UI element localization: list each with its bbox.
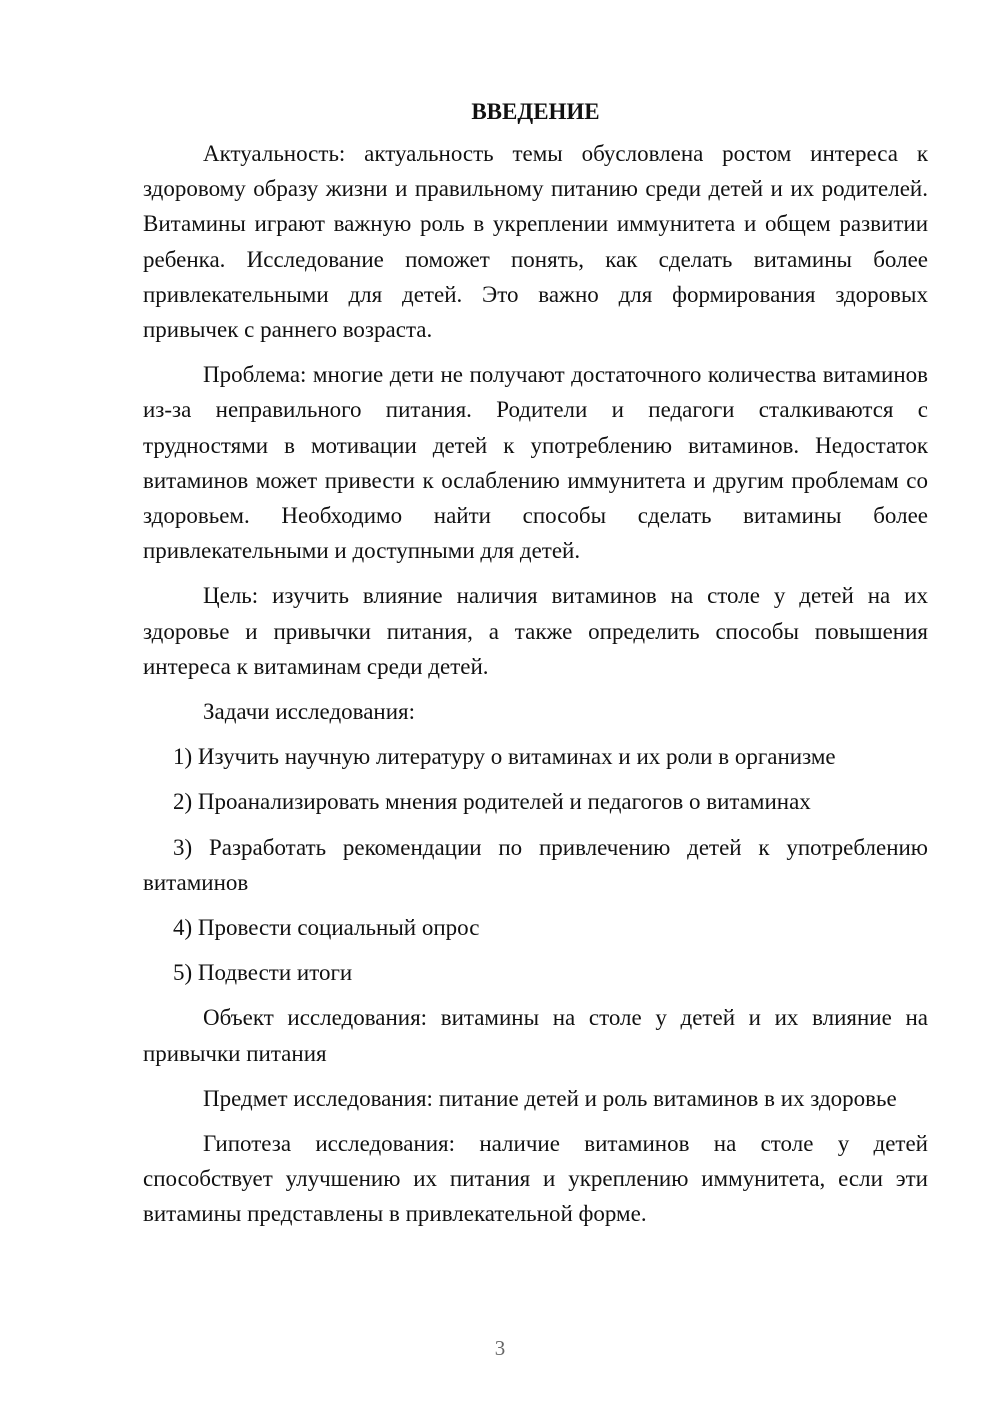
task-item-1: 1) Изучить научную литературу о витаминах и их роли в организме (173, 744, 836, 770)
paragraph-relevance: Актуальность: актуальность темы обусловлена ростом интереса к здоровому образу жизни и правильному питанию среди детей и их родителей. Витамины играют важную роль в укреплении иммунитета и общем развитии ребенка. Исследование поможет понять, как сделать витамины более привлекательными для детей. Это важно для формирования здоровых привычек с раннего возраста. (143, 141, 928, 343)
paragraph-hypothesis: Гипотеза исследования: наличие витаминов на столе у детей способствует улучшению их питания и укреплению иммунитета, если эти витамины представлены в привлекательной форме. (143, 1131, 928, 1227)
page-content (143, 94, 928, 1232)
paragraph-subject: Предмет исследования: питание детей и роль витаминов в их здоровье (203, 1085, 897, 1111)
task-item-2: 2) Проанализировать мнения родителей и педагогов о витаминах (173, 789, 811, 815)
tasks-heading: Задачи исследования: (203, 699, 416, 725)
paragraph-goal: Цель: изучить влияние наличия витаминов на столе у детей на их здоровье и привычки питания, а также определить способы повышения интереса к витаминам среди детей. (143, 583, 928, 679)
task-item-5: 5) Подвести итоги (173, 960, 353, 986)
task-item-3: 3) Разработать рекомендации по привлечению детей к употреблению витаминов (143, 834, 928, 895)
section-title: ВВЕДЕНИЕ (471, 99, 600, 124)
task-item-4: 4) Провести социальный опрос (173, 915, 480, 941)
paragraph-problem: Проблема: многие дети не получают достаточного количества витаминов из-за неправильного питания. Родители и педагоги сталкиваются с трудностями в мотивации детей к употреблению витаминов. Недостаток витаминов может привести к ослаблению иммунитета и другим проблемам со здоровьем. Необходимо найти способы сделать витамины более привлекательными и доступными для детей. (143, 362, 928, 564)
paragraph-object: Объект исследования: витамины на столе у детей и их влияние на привычки питания (143, 1005, 928, 1066)
page-number: 3 (494, 1336, 506, 1360)
